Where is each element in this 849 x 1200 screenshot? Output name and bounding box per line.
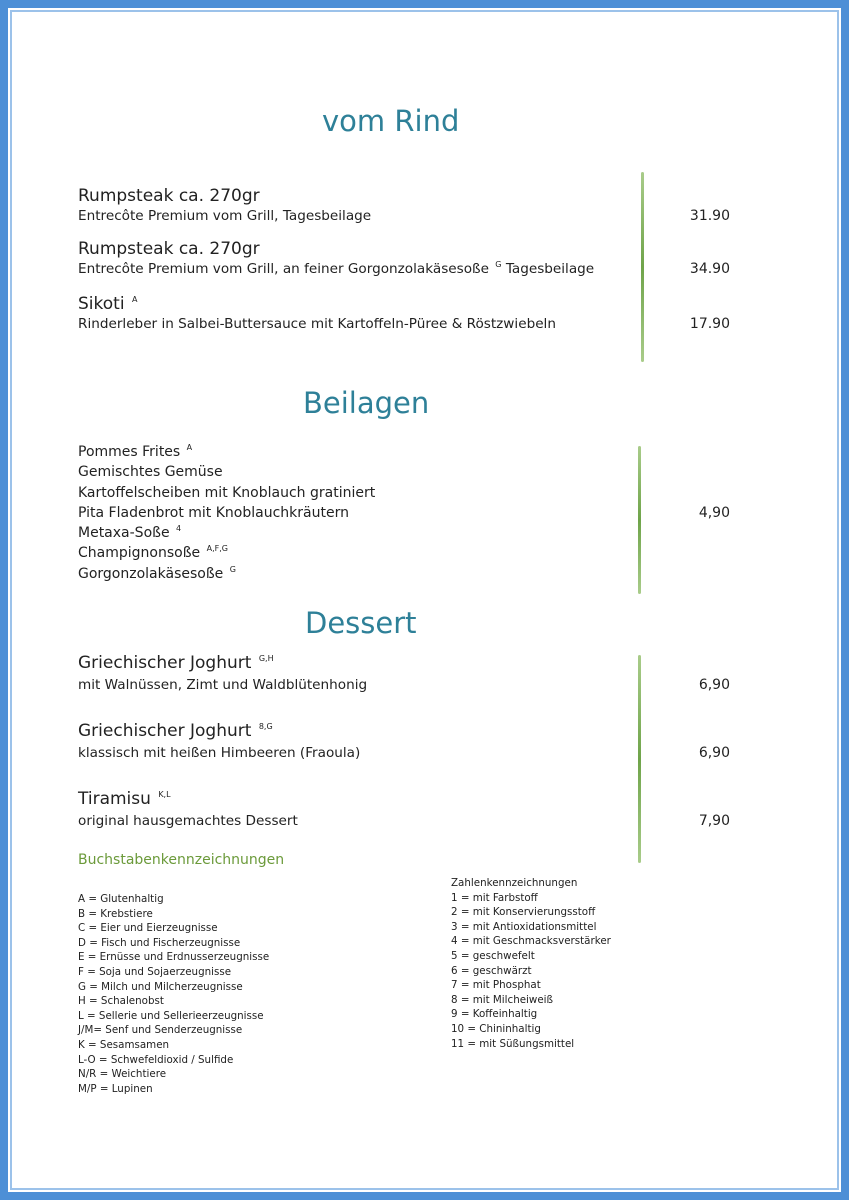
divider-line: [638, 446, 641, 594]
legend-item: C = Eier und Eierzeugnisse: [78, 922, 218, 935]
dish-name: Rumpsteak ca. 270gr: [78, 186, 260, 206]
legend-item: 3 = mit Antioxidationsmittel: [451, 920, 597, 933]
legend-item: 5 = geschwefelt: [451, 949, 535, 962]
dish-price: 31.90: [689, 208, 730, 224]
legend-item: E = Ernüsse und Erdnusserzeugnisse: [78, 951, 270, 964]
legend-numbers-title: Zahlenkennzeichnungen: [451, 877, 578, 889]
side-item: Gorgonzolakäsesoße $^G$: [78, 565, 236, 582]
allergen-marker: G: [495, 260, 502, 270]
legend-numbers-list: [451, 876, 611, 1051]
legend-item: L = Sellerie und Sellerieerzeugnisse: [78, 1009, 264, 1022]
allergen-marker: 8,G: [258, 722, 273, 732]
dish-description: mit Walnüssen, Zimt und Waldblütenhonig: [78, 677, 368, 693]
legend-item: 10 = Chininhaltig: [451, 1022, 541, 1035]
legend-item: J/M= Senf und Senderzeugnisse: [78, 1024, 243, 1037]
dish-price: 17.90: [689, 316, 730, 332]
dish-name: Rumpsteak ca. 270gr: [78, 239, 260, 259]
legend-item: 9 = Koffeinhaltig: [451, 1008, 538, 1021]
dish-name: Sikoti $^A$: [78, 294, 138, 314]
dish-price: 34.90: [689, 261, 730, 277]
allergen-marker: G,H: [258, 654, 274, 664]
legend-item: L-O = Schwefeldioxid / Sulfide: [78, 1053, 234, 1066]
legend-item: H = Schalenobst: [78, 995, 164, 1008]
legend-item: D = Fisch und Fischerzeugnisse: [78, 936, 241, 949]
side-item: Gemischtes Gemüse: [78, 464, 223, 480]
allergen-marker: A: [131, 295, 138, 305]
side-item: Pommes Frites $^A$: [78, 443, 193, 460]
divider-line: [641, 172, 644, 362]
dish-description: original hausgemachtes Dessert: [78, 813, 298, 829]
legend-item: F = Soja und Sojaerzeugnisse: [78, 965, 232, 978]
allergen-marker: G: [229, 565, 236, 575]
side-item: Champignonsoße $^{A,F,G}$: [78, 544, 228, 561]
legend-item: 6 = geschwärzt: [451, 964, 532, 977]
divider-line: [638, 655, 641, 863]
legend-item: A = Glutenhaltig: [78, 893, 164, 905]
legend-item: 8 = mit Milcheiweiß: [451, 993, 554, 1006]
dish-description: Entrecôte Premium vom Grill, an feiner Gorgonzolakäsesoße $^G$ Tagesbeilage: [78, 260, 595, 277]
legend-letters-list: [78, 892, 269, 1096]
side-item: Metaxa-Soße $^4$: [78, 524, 182, 541]
section-title-beilagen: Beilagen: [303, 386, 430, 420]
allergen-marker: 4: [176, 524, 182, 534]
legend-item: N/R = Weichtiere: [78, 1068, 167, 1081]
section-title-dessert: Dessert: [305, 606, 417, 640]
legend-item: 2 = mit Konservierungsstoff: [451, 906, 596, 919]
allergen-marker: A,F,G: [206, 544, 228, 554]
dish-price: 6,90: [698, 677, 730, 693]
allergen-marker: A: [186, 443, 193, 453]
dish-description: klassisch mit heißen Himbeeren (Fraoula): [78, 745, 361, 761]
side-price: 4,90: [698, 505, 730, 521]
dish-name: Griechischer Joghurt $^{G,H}$: [78, 653, 274, 673]
legend-item: K = Sesamsamen: [78, 1038, 170, 1051]
side-item: Pita Fladenbrot mit Knoblauchkräutern: [78, 505, 349, 521]
legend-letters-title: Buchstabenkennzeichnungen: [78, 852, 285, 868]
side-item: Kartoffelscheiben mit Knoblauch gratiniert: [78, 485, 376, 501]
allergen-marker: K,L: [158, 790, 171, 800]
legend-item: 11 = mit Süßungsmittel: [451, 1037, 575, 1050]
legend-item: 4 = mit Geschmacksverstärker: [451, 935, 611, 948]
legend-item: G = Milch und Milcherzeugnisse: [78, 980, 243, 993]
dish-price: 7,90: [698, 813, 730, 829]
legend-item: 1 = mit Farbstoff: [451, 891, 538, 904]
dish-name: Griechischer Joghurt $^{8,G}$: [78, 721, 273, 741]
dish-price: 6,90: [698, 745, 730, 761]
dish-description: Entrecôte Premium vom Grill, Tagesbeilage: [78, 208, 372, 224]
legend-item: B = Krebstiere: [78, 907, 153, 920]
section-title-rind: vom Rind: [322, 104, 460, 138]
dish-name: Tiramisu $^{K,L}$: [78, 789, 171, 809]
legend-item: 7 = mit Phosphat: [451, 979, 541, 992]
legend-item: M/P = Lupinen: [78, 1082, 153, 1095]
dish-description: Rinderleber in Salbei-Buttersauce mit Kartoffeln-Püree & Röstzwiebeln: [78, 316, 556, 332]
